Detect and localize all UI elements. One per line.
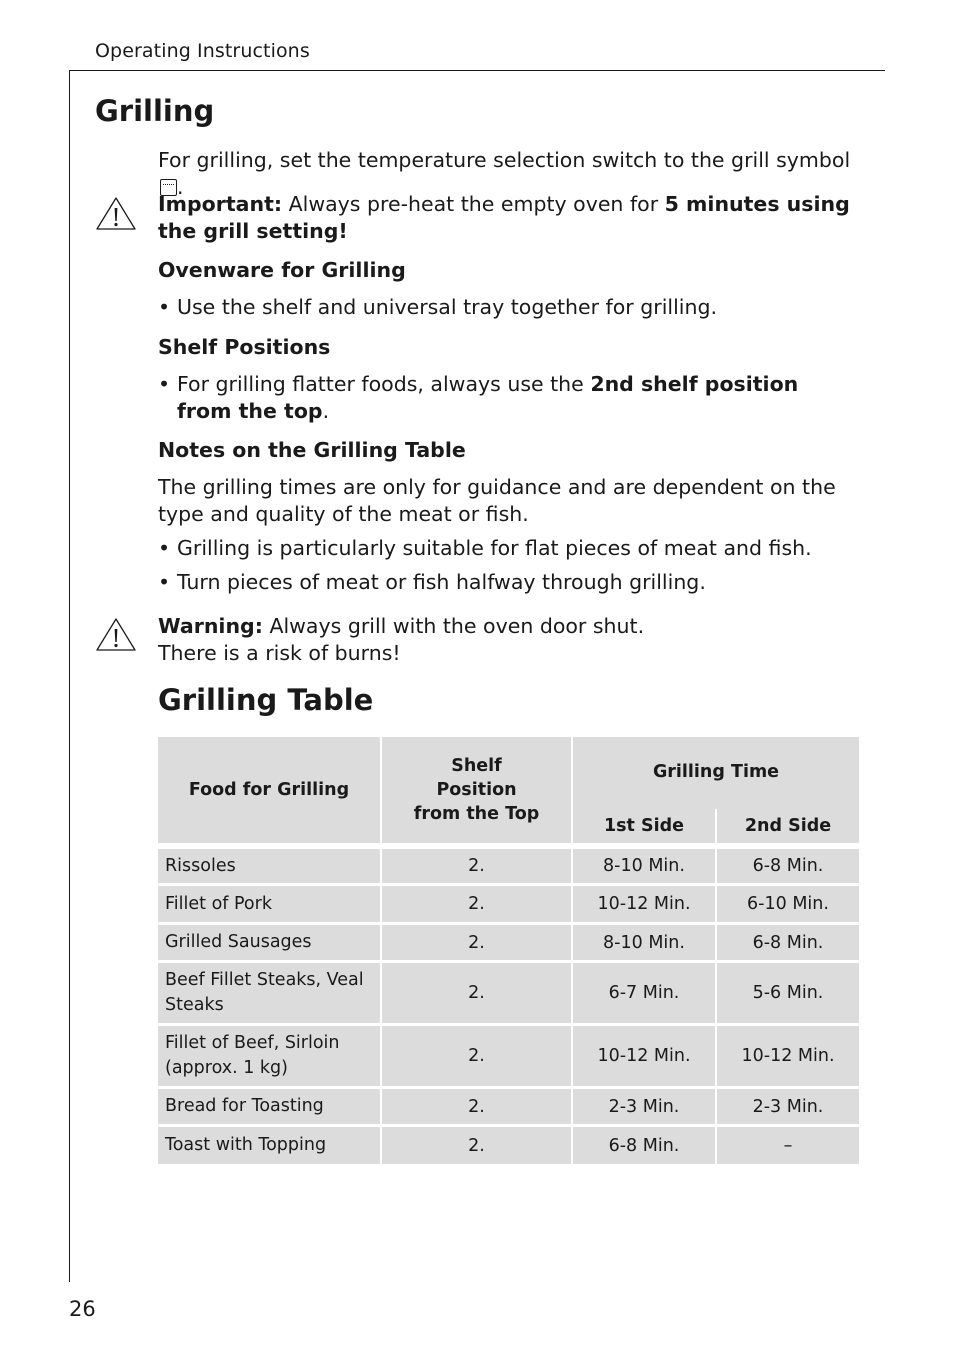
table-cell-side2: 6-8 Min. [717,849,859,883]
table-cell-food: Beef Fillet Steaks, Veal Steaks [158,963,380,1023]
table-cell-side2: – [717,1127,859,1164]
table-cell-side2: 6-10 Min. [717,886,859,922]
table-cell-side2: 6-8 Min. [717,925,859,960]
warning-note [158,613,858,667]
notes-bullet-2: Turn pieces of meat or fish halfway through grilling. [177,570,706,594]
list-item [158,294,858,321]
table-cell-side2: 2-3 Min. [717,1089,859,1124]
running-header: Operating Instructions [95,40,310,62]
grilling-table [158,737,859,1164]
table-cell-side1: 6-8 Min. [573,1127,715,1164]
table-cell-shelf: 2. [382,1089,571,1124]
section-title: Grilling [95,94,215,128]
warning-line-2: There is a risk of burns! [158,641,401,665]
warning-label: Warning: [158,614,263,638]
warning-line-1: Always grill with the oven door shut. [262,614,645,638]
bullet-icon: • [158,295,171,319]
header-rule [69,70,885,71]
table-cell-food: Fillet of Beef, Sirloin (approx. 1 kg) [158,1026,380,1086]
intro-text: For grilling, set the temperature selection switch to the grill symbol [158,148,851,172]
table-cell-side1: 10-12 Min. [573,886,715,922]
bullet-icon: • [158,570,171,594]
table-cell-side1: 2-3 Min. [573,1089,715,1124]
table-cell-side1: 8-10 Min. [573,925,715,960]
table-cell-shelf: 2. [382,1026,571,1086]
notes-bullet-1: Grilling is particularly suitable for flat pieces of meat and fish. [177,536,812,560]
table-cell-food: Toast with Topping [158,1127,380,1164]
ovenware-heading: Ovenware for Grilling [158,258,406,282]
table-cell-shelf: 2. [382,849,571,883]
table-cell-side2: 10-12 Min. [717,1026,859,1086]
header-2nd-side: 2nd Side [717,809,859,843]
shelf-bullet-text: For grilling flatter foods, always use the [177,372,591,396]
intro-end: . [177,175,184,199]
header-shelf: Shelf Position from the Top [382,737,571,843]
notes-heading: Notes on the Grilling Table [158,438,466,462]
ovenware-bullet: Use the shelf and universal tray together for grilling. [177,295,717,319]
important-label: Important: [158,192,283,216]
bullet-icon: • [158,372,171,396]
margin-rule [69,70,70,1282]
header-food: Food for Grilling [158,737,380,843]
bullet-icon: • [158,536,171,560]
important-note [158,191,858,245]
table-cell-food: Grilled Sausages [158,925,380,960]
table-cell-side1: 6-7 Min. [573,963,715,1023]
table-cell-side1: 8-10 Min. [573,849,715,883]
warning-triangle-icon [95,196,137,232]
table-cell-food: Bread for Toasting [158,1089,380,1124]
notes-paragraph: The grilling times are only for guidance and are dependent on the type and quality of the meat or fish. [158,475,836,526]
important-text: Always pre-heat the empty oven for [282,192,665,216]
shelf-bullet-end: . [322,399,330,423]
table-cell-side2: 5-6 Min. [717,963,859,1023]
shelf-heading: Shelf Positions [158,335,331,359]
important-bold: 5 minutes using the grill setting! [158,192,850,243]
table-cell-shelf: 2. [382,925,571,960]
table-cell-shelf: 2. [382,886,571,922]
header-1st-side: 1st Side [573,809,715,843]
list-item [158,371,858,425]
table-cell-shelf: 2. [382,963,571,1023]
warning-triangle-icon [95,617,137,653]
table-cell-shelf: 2. [382,1127,571,1164]
list-item [158,535,858,562]
list-item [158,569,858,596]
header-grilling-time: Grilling Time [573,737,859,807]
page-number: 26 [69,1297,96,1321]
table-cell-food: Rissoles [158,849,380,883]
table-cell-food: Fillet of Pork [158,886,380,922]
shelf-bullet-bold: 2nd shelf position from the top [177,372,799,423]
table-title: Grilling Table [158,683,374,717]
table-cell-side1: 10-12 Min. [573,1026,715,1086]
header-subdivider [715,809,717,843]
